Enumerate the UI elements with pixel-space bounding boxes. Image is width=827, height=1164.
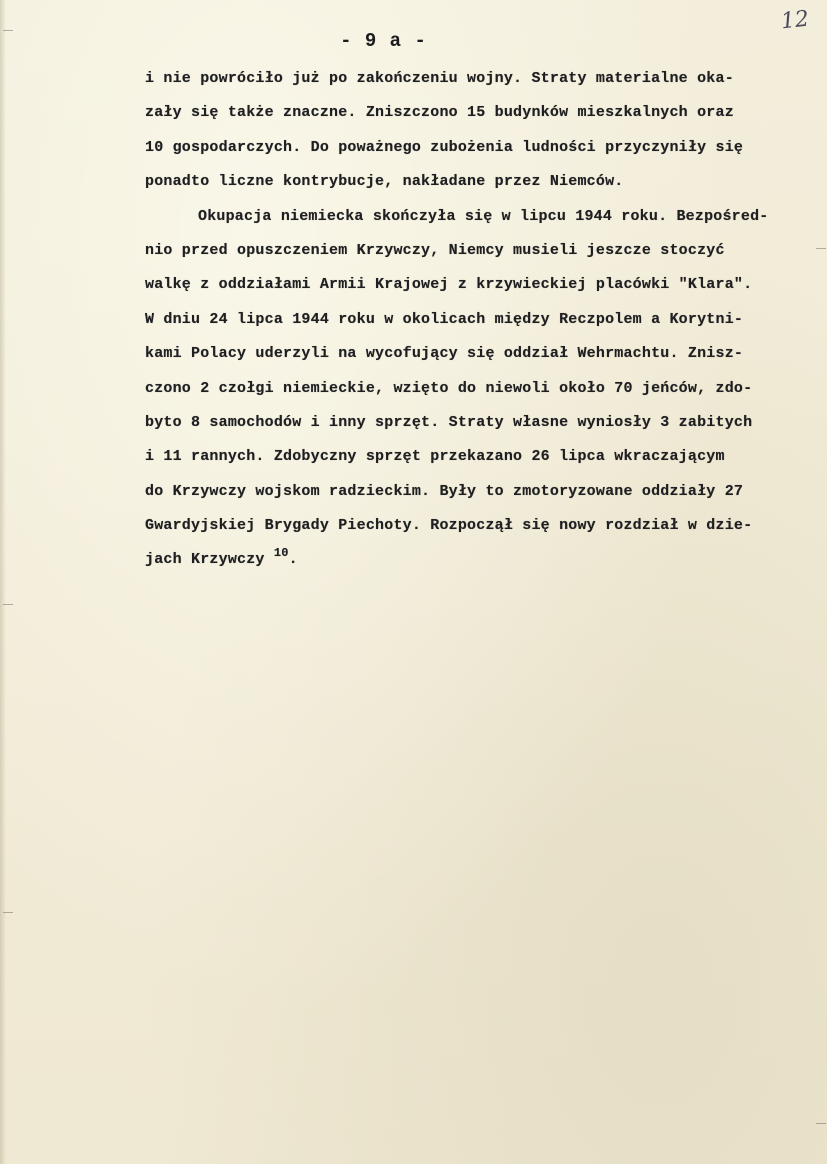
margin-tick	[3, 30, 13, 31]
margin-tick	[816, 248, 826, 249]
text-line: nio przed opuszczeniem Krzywczy, Niemcy musieli jeszcze stoczyć	[145, 241, 725, 259]
text-line: Gwardyjskiej Brygady Piechoty. Rozpoczął się nowy rozdział w dzie-	[145, 517, 753, 535]
text-line-content: jach Krzywczy	[145, 551, 265, 569]
text-line: Okupacja niemiecka skończyła się w lipcu 1944 roku. Bezpośred-	[198, 207, 769, 225]
paper-edge-shadow	[0, 0, 6, 1164]
margin-tick	[3, 912, 13, 913]
text-line: czono 2 czołgi niemieckie, wzięto do niewoli około 70 jeńców, zdo-	[145, 379, 753, 397]
margin-tick	[816, 1123, 826, 1124]
text-line: do Krzywczy wojskom radzieckim. Były to zmotoryzowane oddziały 27	[145, 482, 744, 500]
text-line: W dniu 24 lipca 1944 roku w okolicach między Reczpolem a Korytni-	[145, 310, 744, 328]
text-line: i nie powróciło już po zakończeniu wojny. Straty materialne oka-	[145, 70, 734, 87]
text-line-last	[145, 543, 805, 577]
text-line: walkę z oddziałami Armii Krajowej z krzywieckiej placówki "Klara".	[145, 276, 753, 294]
typed-text-body	[145, 62, 805, 578]
text-line: i 11 rannych. Zdobyczny sprzęt przekazano 26 lipca wkraczającym	[145, 448, 725, 466]
text-line: ponadto liczne kontrybucje, nakładane przez Niemców.	[145, 173, 624, 191]
text-line: 10 gospodarczych. Do poważnego zubożenia ludności przyczyniły się	[145, 138, 744, 156]
page-number: - 9 a -	[340, 30, 427, 52]
margin-tick	[3, 604, 13, 605]
text-line: kami Polacy uderzyli na wycofujący się oddział Wehrmachtu. Znisz-	[145, 345, 744, 363]
final-punctuation: .	[288, 551, 298, 569]
handwritten-archive-number: 12	[779, 6, 811, 35]
footnote-reference: 10	[273, 546, 289, 561]
text-line: byto 8 samochodów i inny sprzęt. Straty własne wyniosły 3 zabitych	[145, 413, 753, 431]
text-line: zały się także znaczne. Zniszczono 15 budynków mieszkalnych oraz	[145, 104, 734, 122]
